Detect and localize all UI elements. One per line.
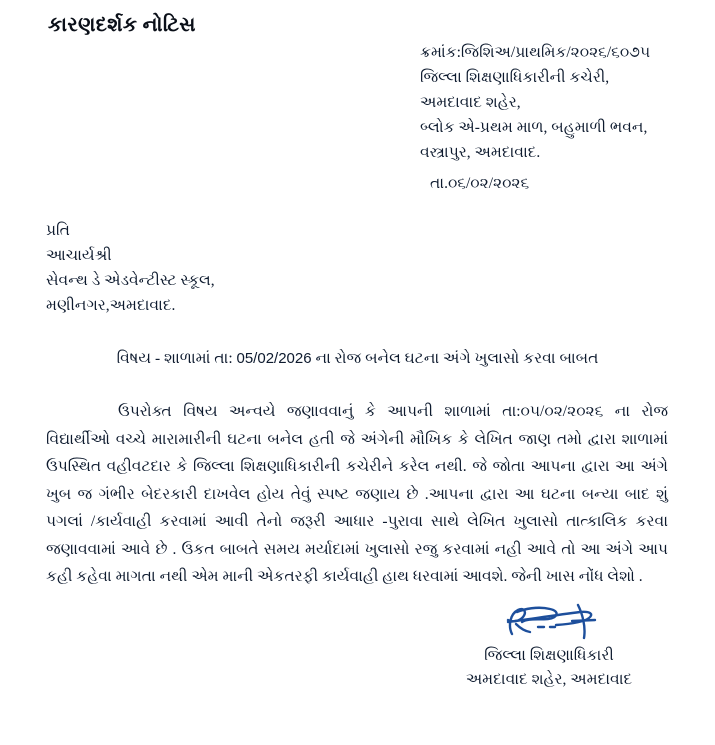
signature-block [420, 600, 678, 692]
reference-number: ક્રમાંક:જિશિઅ/પ્રાથમિક/૨૦૨૬/૬૦૭૫ [420, 44, 651, 61]
body-text-block [46, 398, 668, 591]
letter-date: તા.૦૬/૦૨/૨૦૨૬ [430, 175, 530, 192]
subject-incident-date: 05/02/2026 [236, 350, 312, 367]
recipient-designation: આચાર્યશ્રી [46, 247, 112, 264]
body-paragraph: ઉપરોક્ત વિષય અન્વયે જણાવવાનું કે આપની શાળામાં તા:૦૫/૦૨/૨૦૨૬ ના રોજ વિદ્યાર્થીઓ વચ્ચે મારામારીની ઘટના બનેલ હતી જે અંગેની મૌખિક કે લેખિત જાણ તમો દ્વારા શાળામાં ઉપસ્થિત વહીવટદાર કે જિલ્લા શિક્ષણાધિકારીની કચેરીને કરેલ નથી. જે જોતા આપના દ્વારા આ અંગે ખુબ જ ગંભીર બેદરકારી દાખવેલ હોય તેવું સ્પષ્ટ જણાય છે .આપના દ્વારા આ ઘટના બન્યા બાદ શું પગલાં /કાર્યવાહી કરવામાં આવી તેનો જરૂરી આધાર -પુરાવા સાથે લેખિત ખુલાસો તાત્કાલિક કરવા જણાવવામાં આવે છે . ઉકત બાબતે સમય મર્યાદામાં ખુલાસો રજુ કરવામાં નહી આવે તો આ અંગે આપ કહી કહેવા માગતા નથી એમ માની એકતરફી કાર્યવાહી હાથ ધરવામાં આવશે. જેની ખાસ નોંધ લેશો . [46, 403, 668, 585]
sender-city: અમદાવાદ શહેર, [420, 94, 521, 111]
recipient-institution: સેવન્થ ડે એડવેન્ટીસ્ટ સ્કૂલ, [46, 272, 215, 289]
recipient-address-block [46, 218, 215, 318]
sender-address-line-2: વસ્ત્રાપુર, અમદાવાદ. [420, 144, 541, 161]
recipient-salutation: પ્રતિ [46, 222, 70, 239]
sender-address-line-1: બ્લોક એ-પ્રથમ માળ, બહુમાળી ભવન, [420, 119, 648, 136]
handwritten-signature-icon [420, 600, 678, 644]
page-title: કારણદર્શક નોટિસ [48, 14, 196, 36]
subject-prefix: વિષય - શાળામાં તા: [116, 350, 237, 367]
subject-suffix: ના રોજ બનેલ ઘટના અંગે ખુલાસો કરવા બાબત [311, 350, 599, 367]
recipient-address: મણીનગર,અમદાવાદ. [46, 297, 176, 314]
signatory-office: અમદાવાદ શહેર, અમદાવાદ [465, 671, 633, 688]
signatory-designation: જિલ્લા શિક્ષણાધિકારી [484, 647, 614, 664]
sender-address-block [420, 40, 695, 196]
subject-line [0, 350, 715, 368]
sender-office: જિલ્લા શિક્ષણાધિકારીની કચેરી, [420, 69, 610, 86]
